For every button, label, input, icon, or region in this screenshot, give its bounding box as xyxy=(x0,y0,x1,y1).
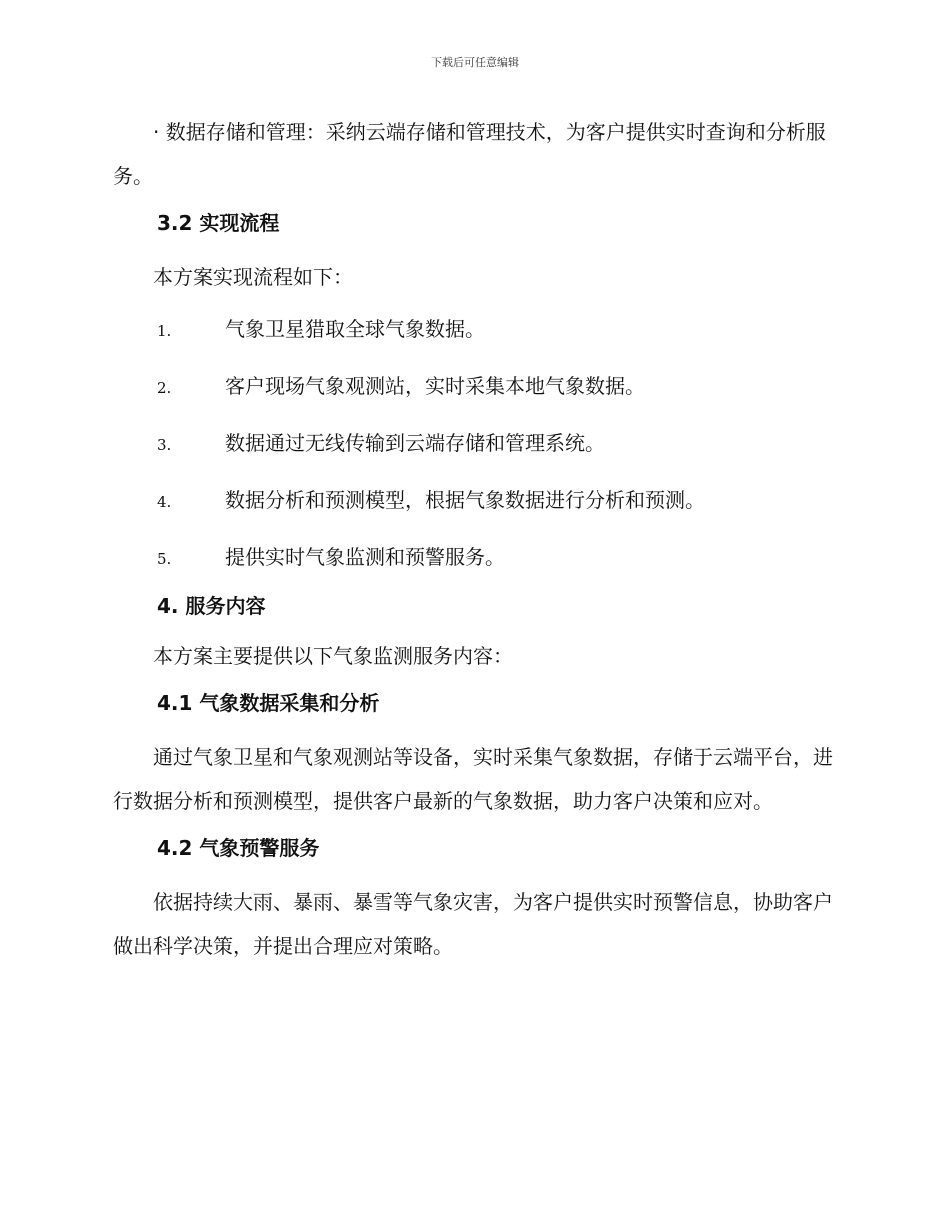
page-header: 下载后可任意编辑 xyxy=(431,56,519,69)
document-body xyxy=(113,110,835,968)
paragraph-flow-intro: 本方案实现流程如下： xyxy=(153,265,353,289)
list-number: 2. xyxy=(157,379,172,397)
list-text: 气象卫星猎取全球气象数据。 xyxy=(225,317,485,341)
list-text: 提供实时气象监测和预警服务。 xyxy=(225,545,505,569)
paragraph-warning-service: 依据持续大雨、暴雨、暴雪等气象灾害，为客户提供实时预警信息，协助客户做出科学决策，并提出合理应对策略。 xyxy=(113,890,833,958)
list-text: 客户现场气象观测站，实时采集本地气象数据。 xyxy=(225,374,645,398)
list-item xyxy=(113,484,835,541)
list-number: 3. xyxy=(157,436,172,454)
heading-3-2: 3.2 实现流程 xyxy=(157,211,280,235)
list-item xyxy=(113,313,835,370)
list-number: 1. xyxy=(157,322,172,340)
heading-4: 4. 服务内容 xyxy=(157,594,266,618)
list-text: 数据分析和预测模型，根据气象数据进行分析和预测。 xyxy=(225,488,705,512)
heading-4-2: 4.2 气象预警服务 xyxy=(157,836,320,860)
paragraph-data-collection: 通过气象卫星和气象观测站等设备，实时采集气象数据，存储于云端平台，进行数据分析和预测模型，提供客户最新的气象数据，助力客户决策和应对。 xyxy=(113,745,833,813)
list-text: 数据通过无线传输到云端存储和管理系统。 xyxy=(225,431,605,455)
flow-list xyxy=(113,313,835,598)
list-item xyxy=(113,427,835,484)
heading-4-1: 4.1 气象数据采集和分析 xyxy=(157,691,380,715)
paragraph-service-intro: 本方案主要提供以下气象监测服务内容： xyxy=(153,644,513,668)
list-number: 4. xyxy=(157,493,172,511)
list-item xyxy=(113,370,835,427)
list-number: 5. xyxy=(157,550,172,568)
paragraph-data-storage: · 数据存储和管理：采纳云端存储和管理技术，为客户提供实时查询和分析服务。 xyxy=(113,120,826,188)
